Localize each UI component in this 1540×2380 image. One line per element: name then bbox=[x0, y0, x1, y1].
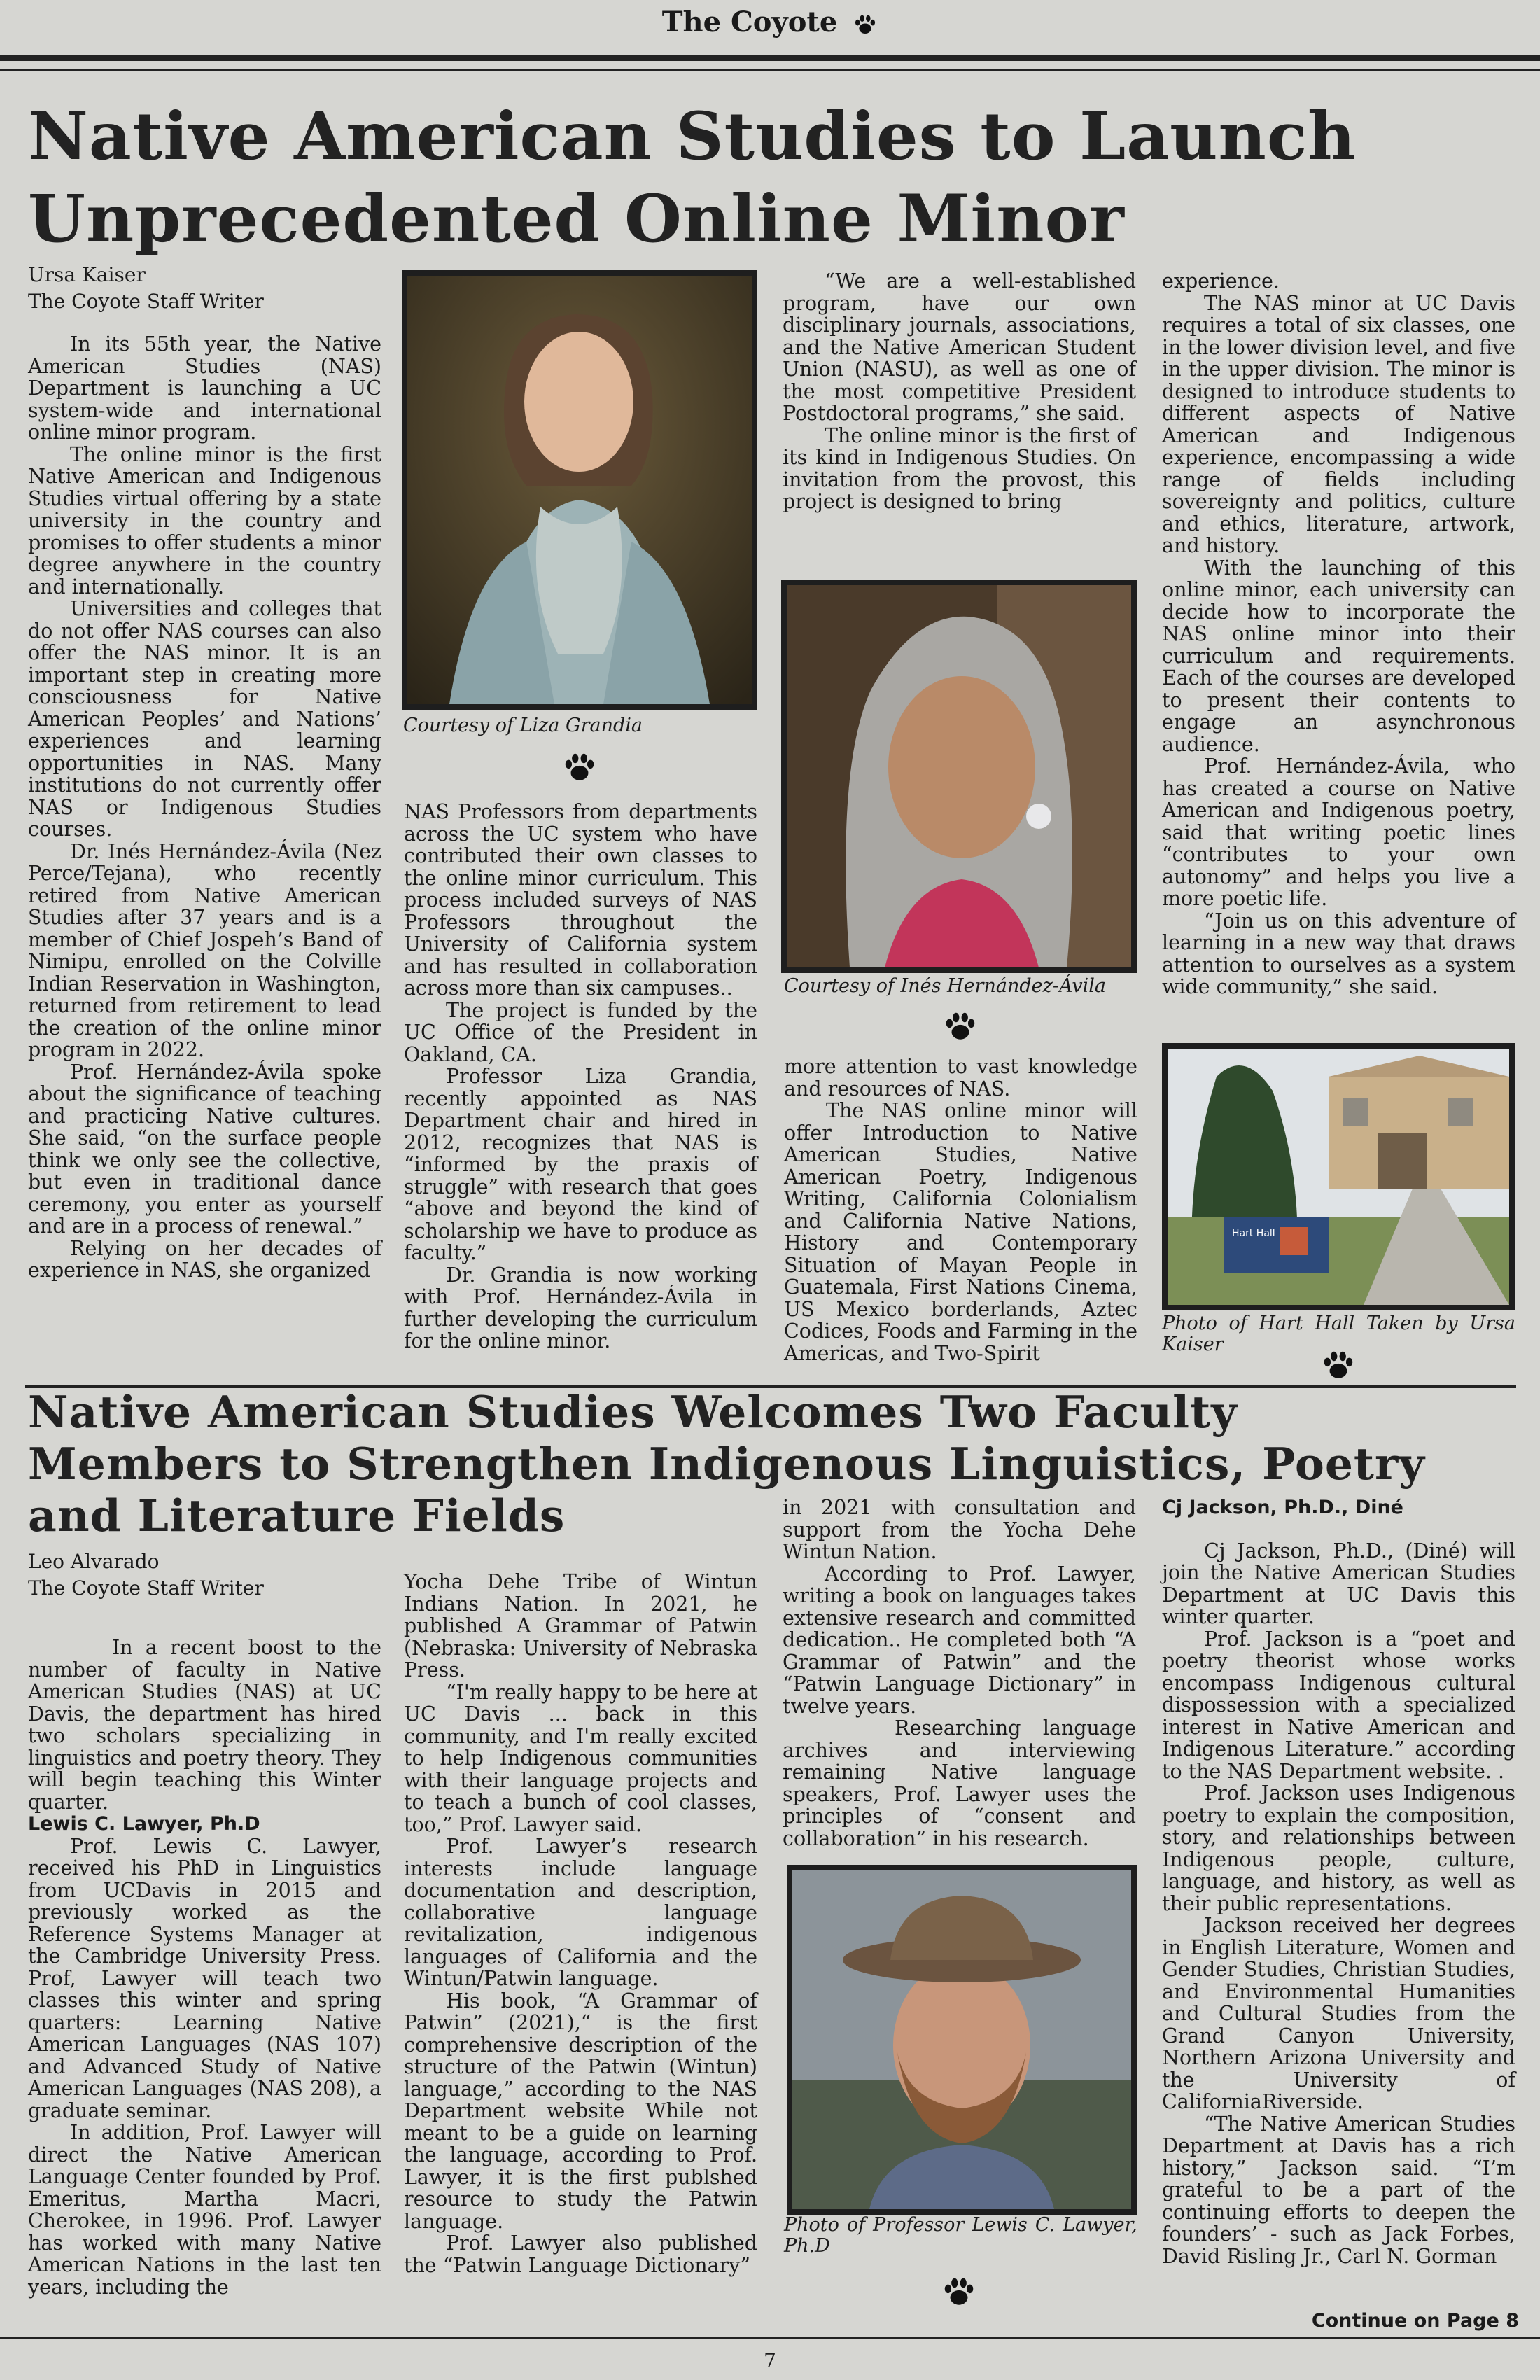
article1-column-3-bottom bbox=[784, 1056, 1138, 1364]
article2-headline-line2: Members to Strengthen Indigenous Linguistics, Poetry bbox=[28, 1438, 1425, 1490]
photo-ines-hernandez-avila bbox=[781, 580, 1137, 973]
masthead bbox=[0, 6, 1540, 38]
paragraph: In its 55th year, the Native American Studies (NAS) Department is launching a UC system-wide and international online minor program. bbox=[28, 332, 382, 444]
paragraph: Jackson received her degrees in English Literature, Women and Gender Studies, Christian Studies, and Environmental Humanities and Cultural Studies from the Grand Canyon University, Northern Arizona University and the University of CaliforniaRiverside. bbox=[1162, 1914, 1516, 2113]
article1-column-4 bbox=[1162, 270, 1516, 998]
article1-byline bbox=[28, 262, 264, 315]
article2-author-role: The Coyote Staff Writer bbox=[28, 1576, 264, 1600]
paragraph: “We are a well-established program, have our own disciplinary journals, associations, and the Native American Student Union (NASU), as well as one of the most competitive President Postdoctoral programs,” she said. bbox=[783, 270, 1136, 425]
portrait-illustration bbox=[787, 585, 1131, 967]
page-number: 7 bbox=[764, 2349, 776, 2372]
paragraph: The NAS online minor will offer Introduction to Native American Studies, Native American Poetry, Indigenous Writing, California Colonialism and California Native Nations, History and Contemporary Situation of Mayan People in Guatemala, First Nations Cinema, US Mexico borderlands, Aztec Codices, Foods and Farming in the Americas, and Two-Spirit bbox=[784, 1099, 1138, 1365]
masthead-rule-bottom bbox=[0, 69, 1540, 71]
paragraph: The project is funded by the UC Office of the President in Oakland, CA. bbox=[404, 998, 757, 1066]
paragraph: Prof. Lewis C. Lawyer, received his PhD in Linguistics from UCDavis in 2015 and previously worked as the Reference Systems Manager at the Cambridge University Press. Prof, Lawyer will teach two classes this winter and spring quarters: Learning Native American Languages (NAS 107) and Advanced Study of Native American Languages (NAS 208), a graduate seminar. bbox=[28, 1834, 382, 2122]
paragraph: Prof. Jackson is a “poet and poetry theorist whose works encompass Indigenous cultural dispossession with a specialized interest in Native American and Indigenous Literature.” according to the NAS Department website. . bbox=[1162, 1627, 1516, 1783]
paragraph: Researching language archives and interviewing remaining Native language speakers, Prof. Lawyer uses the principles of “consent and collaboration” in his research. bbox=[783, 1716, 1136, 1850]
jackson-subheading: Cj Jackson, Ph.D., Diné bbox=[1162, 1497, 1404, 1518]
paragraph: The online minor is the first of its kind in Indigenous Studies. On invitation from the provost, this project is designed to bring bbox=[783, 424, 1136, 513]
continue-note[interactable]: Continue on Page 8 bbox=[1311, 2310, 1519, 2332]
article1-headline-line1: Native American Studies to Launch bbox=[28, 98, 1357, 175]
portrait-illustration bbox=[407, 276, 752, 704]
article2-byline bbox=[28, 1548, 264, 1602]
article2-column-2 bbox=[404, 1571, 757, 2276]
paragraph: experience. bbox=[1162, 270, 1280, 293]
hart-hall-sign-text: Hart Hall bbox=[1232, 1228, 1275, 1239]
portrait-illustration bbox=[792, 1870, 1131, 2209]
paragraph: “The Native American Studies Department at Davis has a rich history,” Jackson said. “I’m grateful to be a part of the continuing efforts to deepen the founders’ - such as Jack Forbes, David Risling Jr., Carl N. Gorman bbox=[1162, 2112, 1516, 2268]
paragraph: Universities and colleges that do not offer NAS courses can also offer the NAS minor. It is an important step in creating more consciousness for Native American Peoples’ and Nations’ experiences and learning opportunities in NAS. Many institutions do not currently offer NAS or Indigenous Studies courses. bbox=[28, 597, 382, 841]
article1-column-3-top bbox=[783, 270, 1136, 513]
article2-column-4 bbox=[1162, 1497, 1516, 2267]
paragraph: Prof. Hernández-Ávila spoke about the significance of teaching and practicing Native cultures. She said, “on the surface people think we only see the collective, but even in traditional dance ceremony, you enter as yourself and are in a process of renewal.” bbox=[28, 1060, 382, 1238]
paragraph: Prof. Hernández-Ávila, who has created a course on Native American and Indigenous poetry, said that writing poetic lines “contributes to your own autonomy” and helps you live a more poetic life. bbox=[1162, 755, 1516, 910]
paragraph: His book, “A Grammar of Patwin” (2021),“ is the first comprehensive description of the structure of the Patwin (Wintun) language,” according to the NAS Department website While not meant to be a guide on learning the language, according to Prof. Lawyer, it is the first publshed resource to study the Patwin language. bbox=[404, 1989, 757, 2233]
article2-column-3 bbox=[783, 1497, 1136, 1868]
masthead-rule-top bbox=[0, 55, 1540, 61]
article2-author: Leo Alvarado bbox=[28, 1550, 160, 1573]
masthead-title: The Coyote bbox=[662, 6, 838, 38]
paragraph: “I'm really happy to be here at UC Davis ... back in this community, and I'm really excited to help Indigenous communities with their language projects and to teach a bunch of cool classes, too,” Prof. Lawyer said. bbox=[404, 1680, 757, 1836]
paragraph: NAS Professors from departments across the UC system who have contributed their own classes to the online minor curriculum. This process included surveys of NAS Professors throughout the University of California system and has resulted in collaboration across more than six campuses.. bbox=[404, 800, 757, 1000]
paragraph: Relying on her decades of experience in NAS, she organized bbox=[28, 1236, 382, 1282]
article2-headline-line3: and Literature Fields bbox=[28, 1490, 566, 1541]
paragraph: In a recent boost to the number of faculty in Native American Studies (NAS) at UC Davis, the department has hired two scholars specializing in linguistics and poetry theory. They will begin teaching this Winter quarter. bbox=[28, 1636, 382, 1814]
paragraph: in 2021 with consultation and support from the Yocha Dehe Wintun Nation. bbox=[783, 1497, 1136, 1563]
photo-lewis-lawyer bbox=[787, 1865, 1137, 2215]
paw-icon bbox=[853, 12, 878, 37]
lawyer-subheading: Lewis C. Lawyer, Ph.D bbox=[28, 1813, 260, 1835]
paragraph: The NAS minor at UC Davis requires a total of six classes, one in the lower division level, and five in the upper division. The minor is designed to introduce students to different aspects of Native American and Indigenous experience, encompassing a wide range of fields including sovereignty and politics, culture and ethics, literature, artwork, and history. bbox=[1162, 291, 1516, 557]
caption-lewis-lawyer: Photo of Professor Lewis C. Lawyer, Ph.D bbox=[784, 2214, 1138, 2257]
caption-ines-hernandez-avila: Courtesy of Inés Hernández-Ávila bbox=[784, 975, 1106, 997]
paw-icon bbox=[561, 749, 598, 785]
photo-liza-grandia bbox=[402, 270, 757, 710]
article1-author-role: The Coyote Staff Writer bbox=[28, 290, 264, 313]
paragraph: In addition, Prof. Lawyer will direct the Native American Language Center founded by Prof. Emeritus, Martha Macri, Cherokee, in 1996. Prof. Lawyer has worked with many Native American Nations in the last ten years, including the bbox=[28, 2121, 382, 2299]
footer-rule bbox=[0, 2337, 1540, 2339]
paragraph: The online minor is the first Native American and Indigenous Studies virtual offering by a state university in the country and promises to offer students a minor degree anywhere in the country and internationally. bbox=[28, 442, 382, 598]
paragraph: Professor Liza Grandia, recently appointed as NAS Department chair and hired in 2012, recognizes that NAS is “informed by the praxis of struggle” with research that goes “above and beyond the kind of scholarship we have to produce as faculty.” bbox=[404, 1065, 757, 1264]
paragraph: Prof. Jackson uses Indigenous poetry to explain the composition, story, and relationships between Indigenous people, culture, language, and history, as well as their public representations. bbox=[1162, 1782, 1516, 1915]
photo-hart-hall bbox=[1162, 1043, 1515, 1310]
paragraph: Dr. Grandia is now working with Prof. Hernández-Ávila in further developing the curriculum for the online minor. bbox=[404, 1263, 757, 1352]
caption-liza-grandia: Courtesy of Liza Grandia bbox=[403, 715, 643, 736]
paragraph: With the launching of this online minor, each university can decide how to incorporate the NAS online minor into their curriculum and requirements. Each of the courses are developed to present their contents to engage an asynchronous audience. bbox=[1162, 556, 1516, 756]
paragraph: “Join us on this adventure of learning in a new way that draws attention to ourselves as a system wide community,” she said. bbox=[1162, 909, 1516, 998]
paragraph: Cj Jackson, Ph.D., (Diné) will join the Native American Studies Department at UC Davis this winter quarter. bbox=[1162, 1539, 1516, 1628]
paragraph: Prof. Lawyer’s research interests include language documentation and description, collaborative language revitalization, indigenous languages of California and the Wintun/Patwin language. bbox=[404, 1835, 757, 1990]
paragraph: Prof. Lawyer also published the “Patwin Language Dictionary” bbox=[404, 2232, 757, 2277]
article1-headline-line2: Unprecedented Online Minor bbox=[28, 181, 1125, 258]
paragraph: According to Prof. Lawyer, writing a book on languages takes extensive research and committed dedication.. He completed both “A Grammar of Patwin” and the “Patwin Language Dictionary” in twelve years. bbox=[783, 1562, 1136, 1718]
paragraph: Yocha Dehe Tribe of Wintun Indians Nation. In 2021, he published A Grammar of Patwin (Nebraska: University of Nebraska Press. bbox=[404, 1570, 757, 1681]
caption-hart-hall: Photo of Hart Hall Taken by Ursa Kaiser bbox=[1162, 1312, 1516, 1355]
paw-icon bbox=[1320, 1347, 1357, 1383]
article1-headline bbox=[28, 95, 1356, 260]
paw-icon bbox=[942, 1008, 979, 1044]
article2-headline-line1: Native American Studies Welcomes Two Faculty bbox=[28, 1386, 1238, 1438]
article1-column-2 bbox=[404, 801, 757, 1352]
paragraph: more attention to vast knowledge and resources of NAS. bbox=[784, 1055, 1138, 1100]
paragraph: Dr. Inés Hernández-Ávila (Nez Perce/Tejana), who recently retired from Native American Studies after 37 years and is a member of Chief Jospeh’s Band of Nimipu, enrolled on the Colville Indian Reservation in Washington, returned from retirement to lead the creation of the online minor program in 2022. bbox=[28, 839, 382, 1061]
article1-author: Ursa Kaiser bbox=[28, 263, 146, 286]
article2-column-1 bbox=[28, 1637, 382, 2298]
building-illustration bbox=[1168, 1049, 1509, 1305]
paw-icon bbox=[941, 2274, 977, 2310]
article1-column-1 bbox=[28, 333, 382, 1282]
